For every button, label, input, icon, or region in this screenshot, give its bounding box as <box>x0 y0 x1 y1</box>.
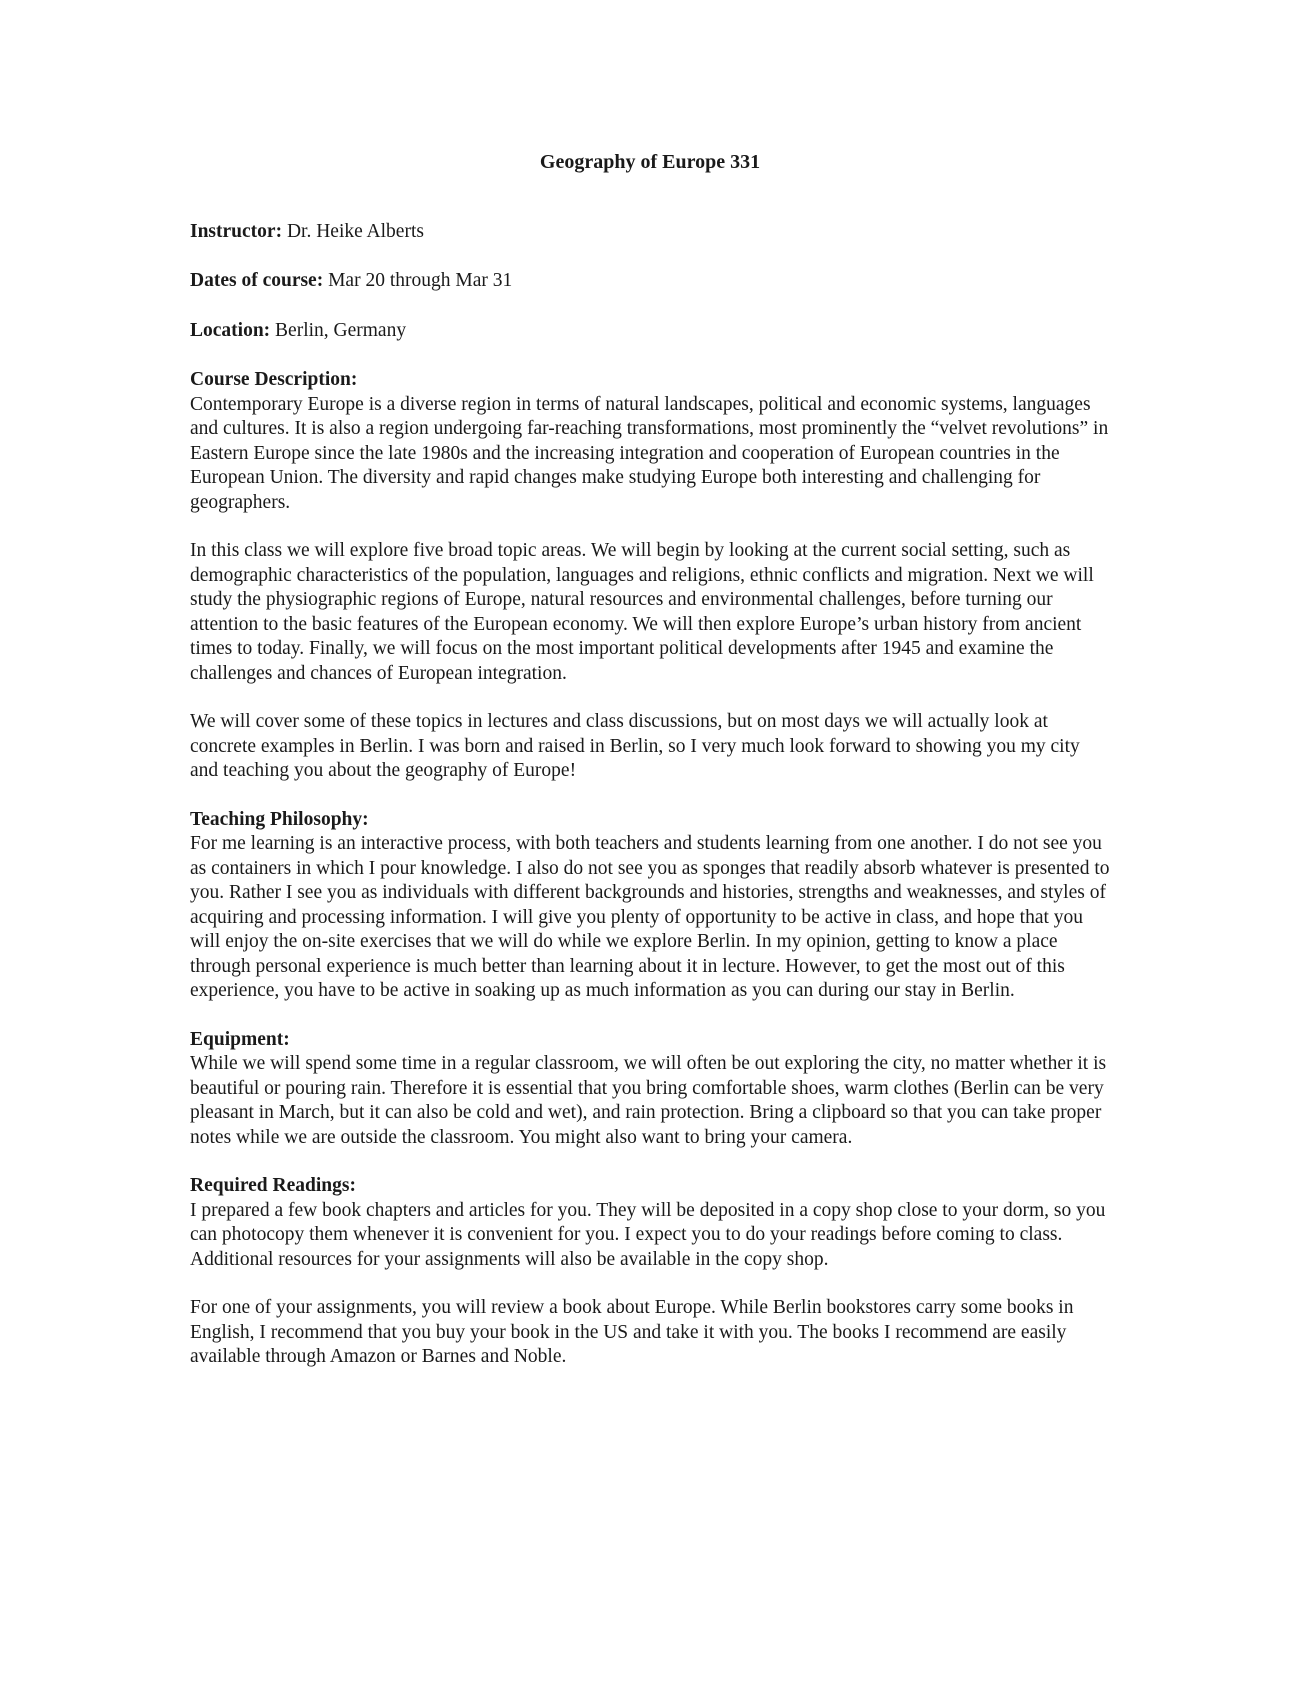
location-label: Location: <box>190 319 271 341</box>
dates-label: Dates of course: <box>190 270 324 291</box>
document-title: Geography of Europe 331 <box>539 151 761 173</box>
paragraph: For me learning is an interactive process, with both teachers and students learning from one another. I do not see you as containers in which I pour knowledge. I also do not see you as sponges that readily absorb whatever is presented to you. Rather I see you as individuals with different backgrounds and histories, strengths and weaknesses, and styles of acquiring and processing information. I will give you plenty of opportunity to be active in class, and hope that you will enjoy the on-site exercises that we will do while we explore Berlin. In my opinion, getting to know a place through personal experience is much better than learning about it in lecture. However, to get the most out of this experience, you have to be active in soaking up as much information as you can during our stay in Berlin. <box>190 833 1110 1001</box>
document-page <box>190 150 1110 1394</box>
section-course-description <box>190 368 1110 784</box>
section-teaching-philosophy <box>190 808 1110 1004</box>
instructor-label: Instructor: <box>190 220 283 242</box>
section-equipment <box>190 1028 1110 1151</box>
paragraph: I prepared a few book chapters and articles for you. They will be deposited in a copy shop close to your dorm, so you can photocopy them whenever it is convenient for you. I expect you to do your readings before coming to class. Additional resources for your assignments will also be available in the copy shop. <box>190 1199 1106 1270</box>
instructor-value: Dr. Heike Alberts <box>286 220 424 242</box>
paragraph: In this class we will explore five broad topic areas. We will begin by looking at the current social setting, such as demographic characteristics of the population, languages and religions, ethnic conflicts and migration. Next we will study the physiographic regions of Europe, natural resources and environmental challenges, before turning our attention to the basic features of the European economy. We will then explore Europe’s urban history from ancient times to today. Finally, we will focus on the most important political developments after 1945 and examine the challenges and chances of European integration. <box>190 540 1094 684</box>
paragraph: For one of your assignments, you will review a book about Europe. While Berlin bookstores carry some books in English, I recommend that you buy your book in the US and take it with you. The books I recommend are easily available through Amazon or Barnes and Noble. <box>190 1297 1074 1367</box>
dates-line <box>190 269 1110 294</box>
paragraph: While we will spend some time in a regular classroom, we will often be out exploring the city, no matter whether it is beautiful or pouring rain. Therefore it is essential that you bring comfortable shoes, warm clothes (Berlin can be very pleasant in March, but it can also be cold and wet), and rain protection. Bring a clipboard so that you can take proper notes while we are outside the classroom. You might also want to bring your camera. <box>190 1053 1107 1148</box>
instructor-line <box>190 220 1110 245</box>
location-line <box>190 319 1110 344</box>
paragraph: Contemporary Europe is a diverse region in terms of natural landscapes, political and economic systems, languages and cultures. It is also a region undergoing far-reaching transformations, most prominently the “velvet revolutions” in Eastern Europe since the late 1980s and the increasing integration and cooperation of European countries in the European Union. The diversity and rapid changes make studying Europe both interesting and challenging for geographers. <box>190 393 1109 513</box>
section-heading: Equipment: <box>190 1028 290 1050</box>
location-value: Berlin, Germany <box>275 319 407 341</box>
section-heading: Course Description: <box>190 369 358 390</box>
section-required-readings <box>190 1174 1110 1370</box>
section-heading: Required Readings: <box>190 1175 356 1196</box>
section-heading: Teaching Philosophy: <box>190 808 369 830</box>
paragraph: We will cover some of these topics in lectures and class discussions, but on most days we will actually look at concrete examples in Berlin. I was born and raised in Berlin, so I very much look forward to showing you my city and teaching you about the geography of Europe! <box>190 711 1080 781</box>
dates-value: Mar 20 through Mar 31 <box>328 270 513 291</box>
